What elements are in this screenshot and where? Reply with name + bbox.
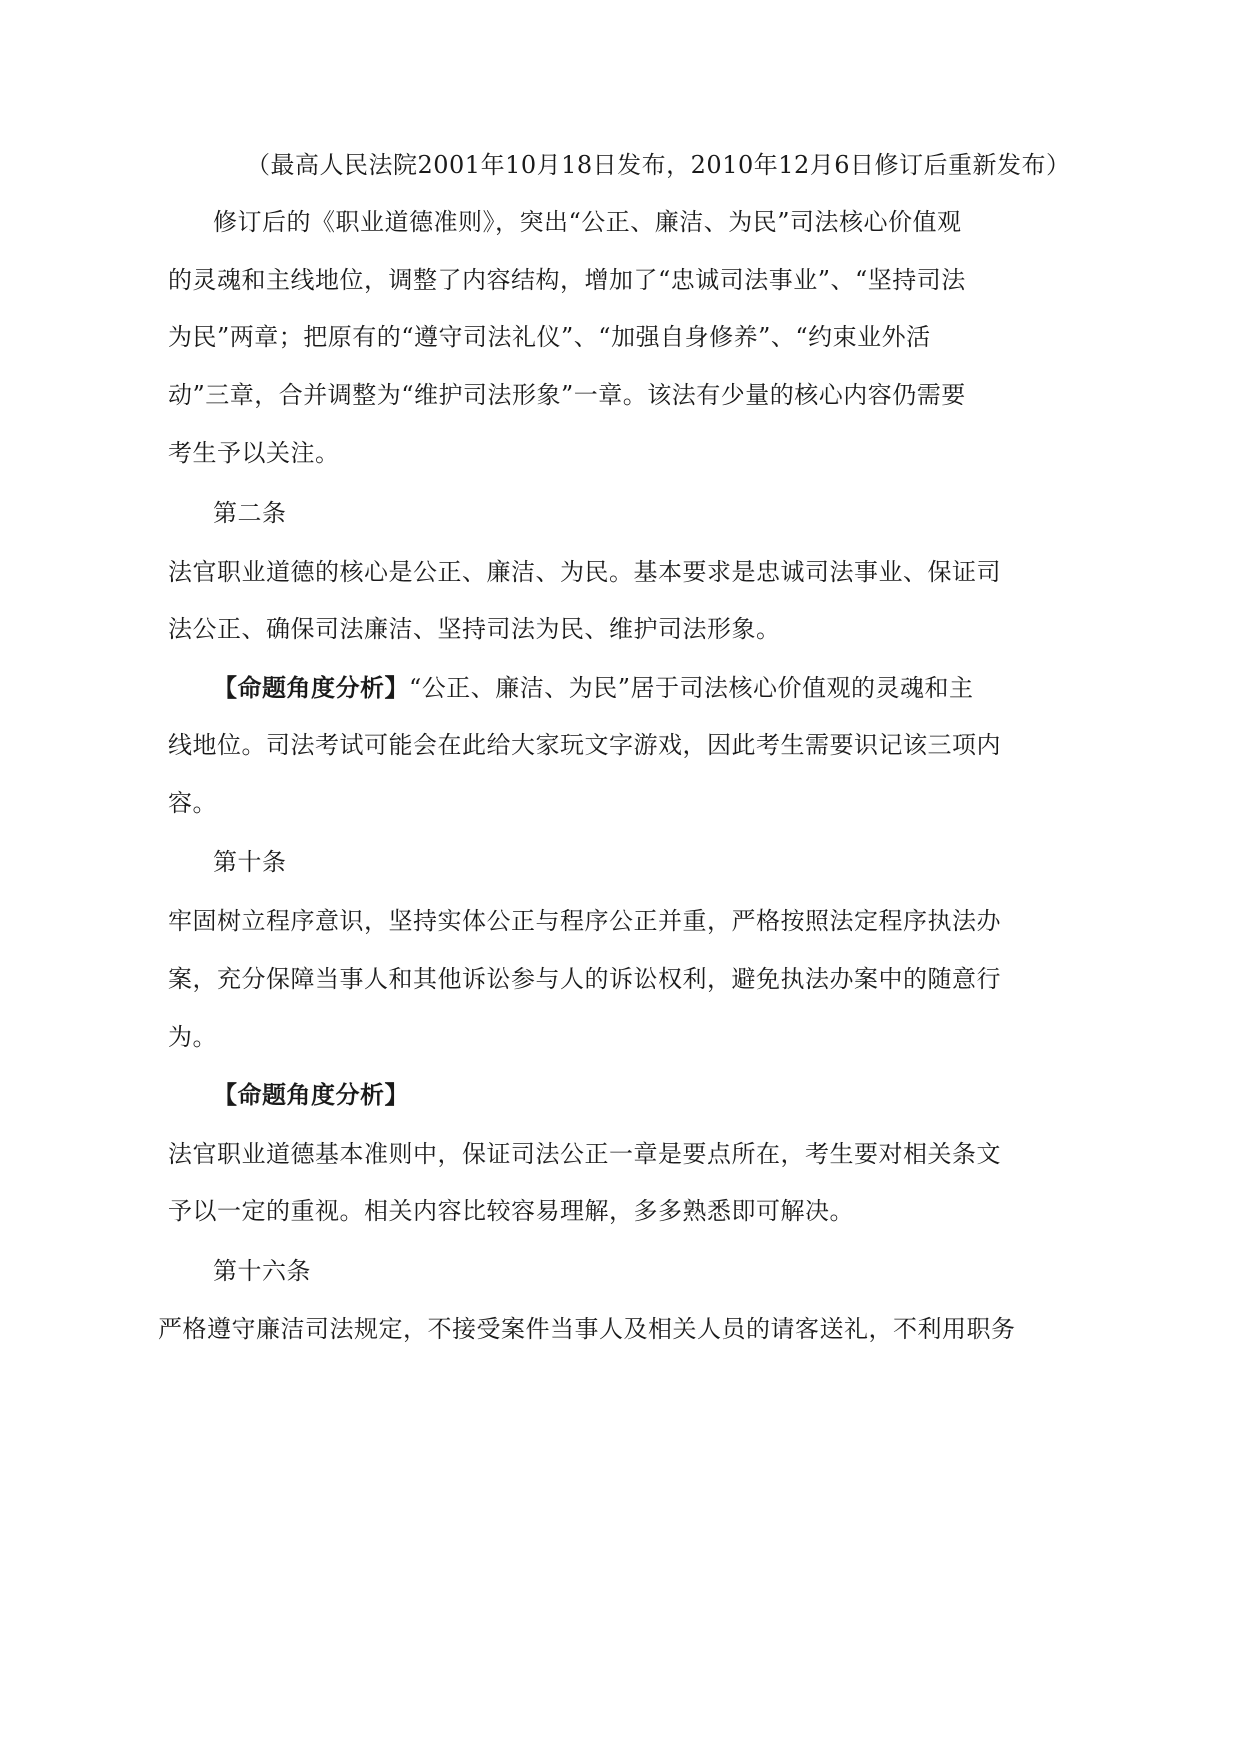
intro-paragraph-line-5: 考生予以关注。 [168,439,340,467]
article-10-analysis-line-2: 予以一定的重视。相关内容比较容易理解，多多熟悉即可解决。 [168,1197,854,1225]
article-10-text-line-1: 牢固树立程序意识，坚持实体公正与程序公正并重，严格按照法定程序执法办 [168,907,1001,935]
article-16-text-line-1: 严格遵守廉洁司法规定，不接受案件当事人及相关人员的请客送礼，不利用职务 [158,1315,1016,1343]
article-10-heading: 第十条 [213,848,287,876]
article-2-analysis-line-3: 容。 [168,789,217,817]
intro-paragraph-line-2: 的灵魂和主线地位，调整了内容结构，增加了“忠诚司法事业”、“坚持司法 [168,266,966,294]
article-10-analysis-label: 【命题角度分析】 [213,1081,409,1109]
intro-paragraph-line-4: 动”三章，合并调整为“维护司法形象”一章。该法有少量的核心内容仍需要 [168,381,966,409]
intro-paragraph-line-3: 为民”两章；把原有的“遵守司法礼仪”、“加强自身修养”、“约束业外活 [168,323,931,351]
article-2-analysis-text: “公正、廉洁、为民”居于司法核心价值观的灵魂和主 [409,674,974,702]
article-2-analysis-label: 【命题角度分析】 [213,674,409,702]
issuance-note: （最高人民法院2001年10月18日发布，2010年12月6日修订后重新发布） [246,151,1071,179]
article-2-analysis-line-1 [213,673,974,703]
article-10-text-line-2: 案，充分保障当事人和其他诉讼参与人的诉讼权利，避免执法办案中的随意行 [168,965,1001,993]
intro-paragraph-line-1: 修订后的《职业道德准则》，突出“公正、廉洁、为民”司法核心价值观 [213,208,962,236]
article-16-heading: 第十六条 [213,1257,311,1285]
article-2-text-line-2: 法公正、确保司法廉洁、坚持司法为民、维护司法形象。 [168,615,781,643]
article-2-analysis-line-2: 线地位。司法考试可能会在此给大家玩文字游戏，因此考生需要识记该三项内 [168,731,1001,759]
article-2-text-line-1: 法官职业道德的核心是公正、廉洁、为民。基本要求是忠诚司法事业、保证司 [168,558,1001,586]
article-10-text-line-3: 为。 [168,1023,217,1051]
article-2-heading: 第二条 [213,499,287,527]
article-10-analysis-line-1: 法官职业道德基本准则中，保证司法公正一章是要点所在，考生要对相关条文 [168,1140,1001,1168]
